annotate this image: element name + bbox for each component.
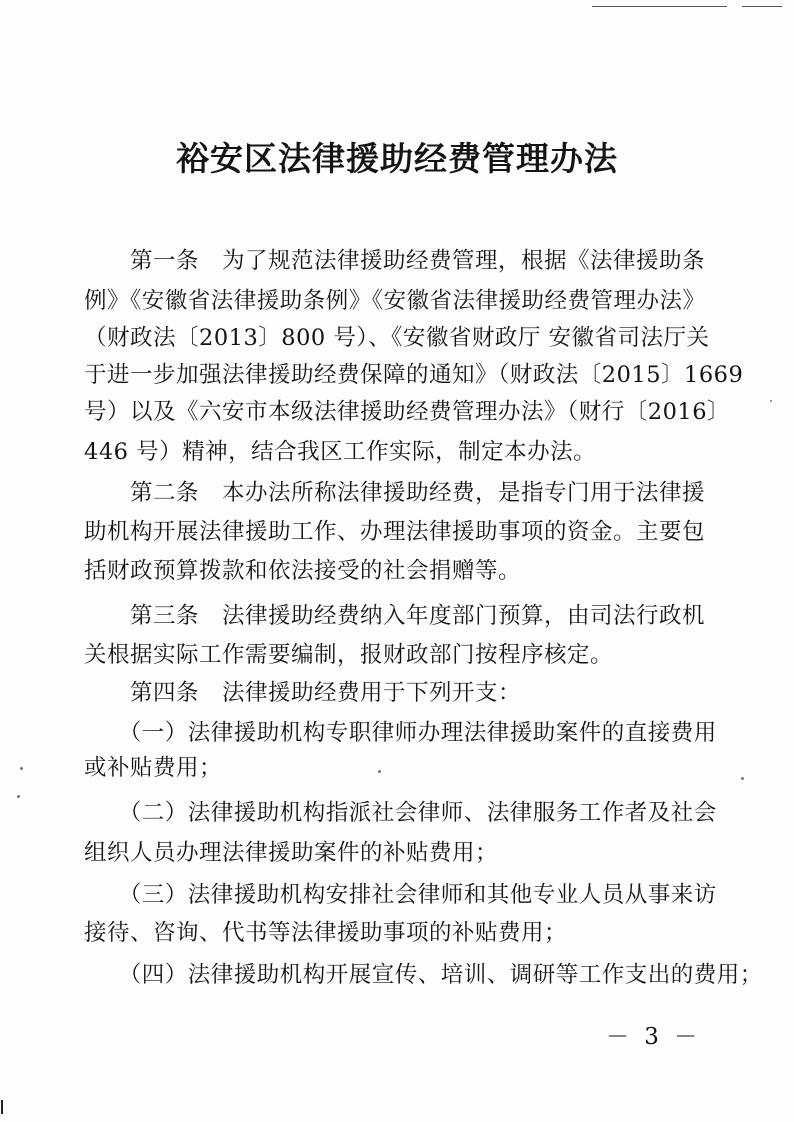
body-line: 446 号）精神，结合我区工作实际，制定本办法。: [84, 439, 597, 465]
body-line: 于进一步加强法律援助经费保障的通知》（财政法〔2015〕1669: [84, 362, 744, 388]
scan-top-rule: [592, 6, 727, 7]
body-line: （一）法律援助机构专职律师办理法律援助案件的直接费用: [84, 720, 717, 746]
scan-speck: [770, 400, 772, 402]
scan-speck: [741, 777, 744, 780]
body-line: （财政法〔2013〕800 号）、《安徽省财政厅 安徽省司法厅关: [84, 325, 710, 351]
body-line: （二）法律援助机构指派社会律师、法律服务工作者及社会: [84, 800, 717, 826]
body-line: 第四条 法律援助经费用于下列开支：: [84, 680, 522, 706]
body-line: 第二条 本办法所称法律援助经费，是指专门用于法律援: [84, 480, 706, 506]
scan-speck: [17, 795, 20, 798]
body-line: 例》《安徽省法律援助条例》《安徽省法律援助经费管理办法》: [84, 288, 706, 314]
body-line: 或补贴费用；: [84, 755, 223, 781]
body-line: 括财政预算拨款和依法接受的社会捐赠等。: [84, 558, 522, 584]
scan-top-rule: [742, 6, 782, 7]
body-line: 组织人员办理法律援助案件的补贴费用；: [84, 840, 499, 866]
scan-speck: [378, 770, 381, 773]
body-line: 号）以及《六安市本级法律援助经费管理办法》（财行〔2016〕: [84, 399, 731, 425]
scan-speck: [20, 767, 23, 770]
body-line: 接待、咨询、代书等法律援助事项的补贴费用；: [84, 920, 568, 946]
body-line: （四）法律援助机构开展宣传、培训、调研等工作支出的费用；: [84, 962, 763, 988]
body-line: 助机构开展法律援助工作、办理法律援助事项的资金。主要包: [84, 519, 706, 545]
document-title: 裕安区法律援助经费管理办法: [176, 139, 618, 178]
body-line: （三）法律援助机构安排社会律师和其他专业人员从事来访: [84, 882, 717, 908]
body-line: 第一条 为了规范法律援助经费管理，根据《法律援助条: [84, 248, 706, 274]
page-number: － 3 －: [606, 1024, 702, 1050]
scan-edge-mark: [1, 1100, 3, 1114]
body-line: 第三条 法律援助经费纳入年度部门预算，由司法行政机: [84, 603, 706, 629]
body-line: 关根据实际工作需要编制，报财政部门按程序核定。: [84, 642, 614, 668]
